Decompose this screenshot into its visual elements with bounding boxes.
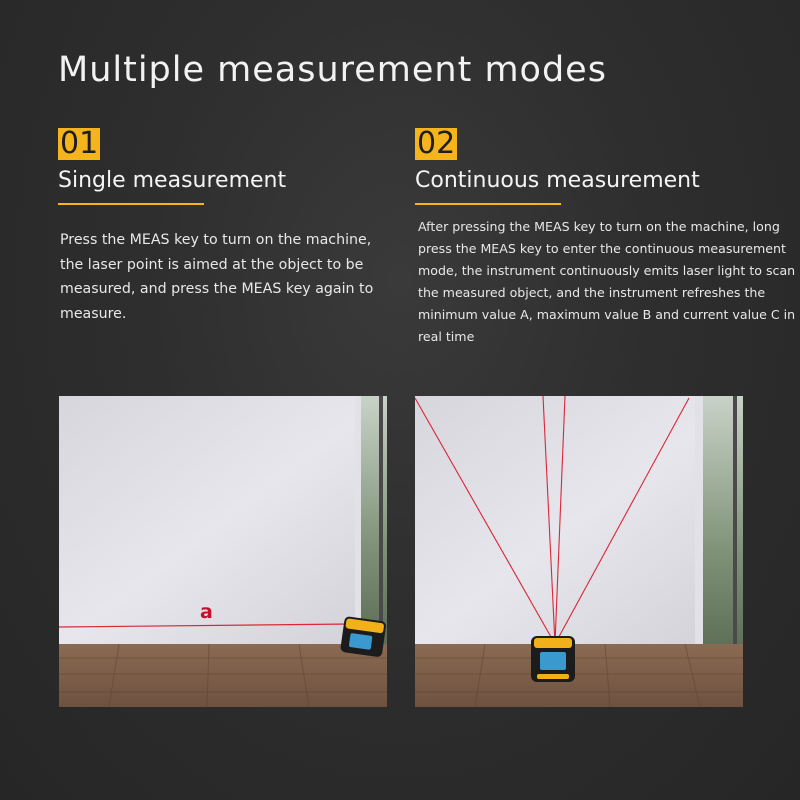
floor	[59, 644, 387, 707]
window-frame	[733, 396, 737, 656]
page-title: Multiple measurement modes	[58, 50, 607, 90]
continuous-measurement-illustration	[415, 396, 743, 707]
mode-description-continuous: After pressing the MEAS key to turn on the machine, long press the MEAS key to enter the continuous measurement mode, the instrument continuously emits laser light to scan the measured object, and the instrument refreshes the minimum value A, maximum value B and current value C in real time	[418, 219, 796, 344]
floor	[415, 644, 743, 707]
mode-number-badge: 02	[417, 126, 456, 161]
title-underline	[415, 203, 561, 205]
wall	[415, 396, 743, 646]
mode-number-badge: 01	[60, 126, 99, 161]
wall	[59, 396, 387, 646]
title-underline	[58, 203, 204, 205]
mode-title: Single measurement	[58, 168, 287, 193]
laser-measure-device	[531, 636, 575, 682]
mode-description-single: Press the MEAS key to turn on the machine, the laser point is aimed at the object to be measured, and press the MEAS key again to measure.	[60, 232, 374, 322]
window-frame	[379, 396, 383, 646]
laser-measure-device	[340, 616, 387, 657]
window-frame	[355, 396, 361, 646]
mode-single	[58, 128, 388, 205]
mode-continuous	[415, 128, 795, 205]
room-scene	[415, 396, 743, 707]
room-scene	[59, 396, 387, 707]
window-frame	[695, 396, 703, 656]
mode-title: Continuous measurement	[415, 168, 700, 193]
measurement-label-a: a	[200, 601, 213, 623]
single-measurement-illustration	[59, 396, 387, 707]
